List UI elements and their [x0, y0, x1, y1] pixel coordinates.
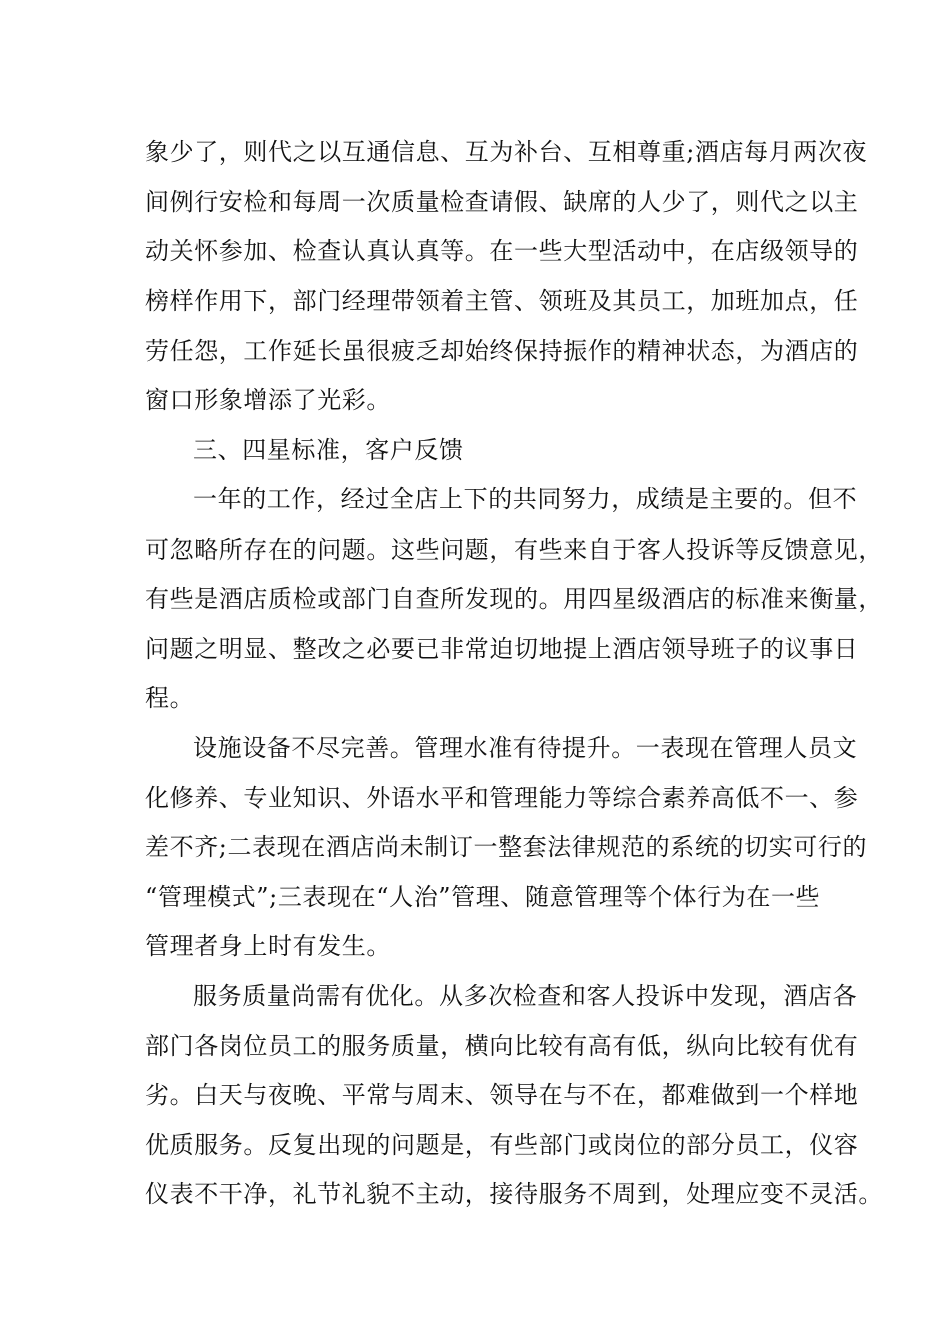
- text-line: 可忽略所存在的问题。这些问题，有些来自于客人投诉等反馈意见，: [145, 536, 883, 564]
- text-line: 化修养、专业知识、外语水平和管理能力等综合素养高低不一、参: [145, 784, 859, 812]
- text-line: 象少了，则代之以互通信息、互为补台、互相尊重;酒店每月两次夜: [145, 138, 868, 166]
- text-line: 一年的工作，经过全店上下的共同努力，成绩是主要的。但不: [193, 485, 858, 513]
- text-line: 有些是酒店质检或部门自查所发现的。用四星级酒店的标准来衡量，: [145, 585, 883, 613]
- text-line: 榜样作用下，部门经理带领着主管、领班及其员工，加班加点，任: [145, 287, 859, 315]
- text-line: 仪表不干净，礼节礼貌不主动，接待服务不周到，处理应变不灵活。: [145, 1180, 883, 1208]
- text-line: 问题之明显、整改之必要已非常迫切地提上酒店领导班子的议事日: [145, 635, 859, 663]
- text-line: 间例行安检和每周一次质量检查请假、缺席的人少了，则代之以主: [145, 188, 859, 216]
- text-line: 优质服务。反复出现的问题是，有些部门或岗位的部分员工，仪容: [145, 1131, 859, 1159]
- text-line: 管理者身上时有发生。: [145, 932, 391, 960]
- text-line: 设施设备不尽完善。管理水准有待提升。一表现在管理人员文: [193, 734, 858, 762]
- text-line: 窗口形象增添了光彩。: [145, 386, 391, 414]
- text-line: 劳任怨，工作延长虽很疲乏却始终保持振作的精神状态，为酒店的: [145, 337, 859, 365]
- text-line: 程。: [145, 684, 195, 712]
- text-line: 动关怀参加、检查认真认真等。在一些大型活动中，在店级领导的: [145, 237, 859, 265]
- text-line: 服务质量尚需有优化。从多次检查和客人投诉中发现，酒店各: [193, 982, 858, 1010]
- text-line: “管理模式”;三表现在“人治”管理、随意管理等个体行为在一些: [145, 883, 821, 911]
- text-line: 劣。白天与夜晚、平常与周末、领导在与不在，都难做到一个样地: [145, 1081, 859, 1109]
- text-line: 差不齐;二表现在酒店尚未制订一整套法律规范的系统的切实可行的: [145, 833, 868, 861]
- section-heading: 三、四星标准，客户反馈: [193, 436, 464, 464]
- text-line: 部门各岗位员工的服务质量，横向比较有高有低，纵向比较有优有: [145, 1032, 859, 1060]
